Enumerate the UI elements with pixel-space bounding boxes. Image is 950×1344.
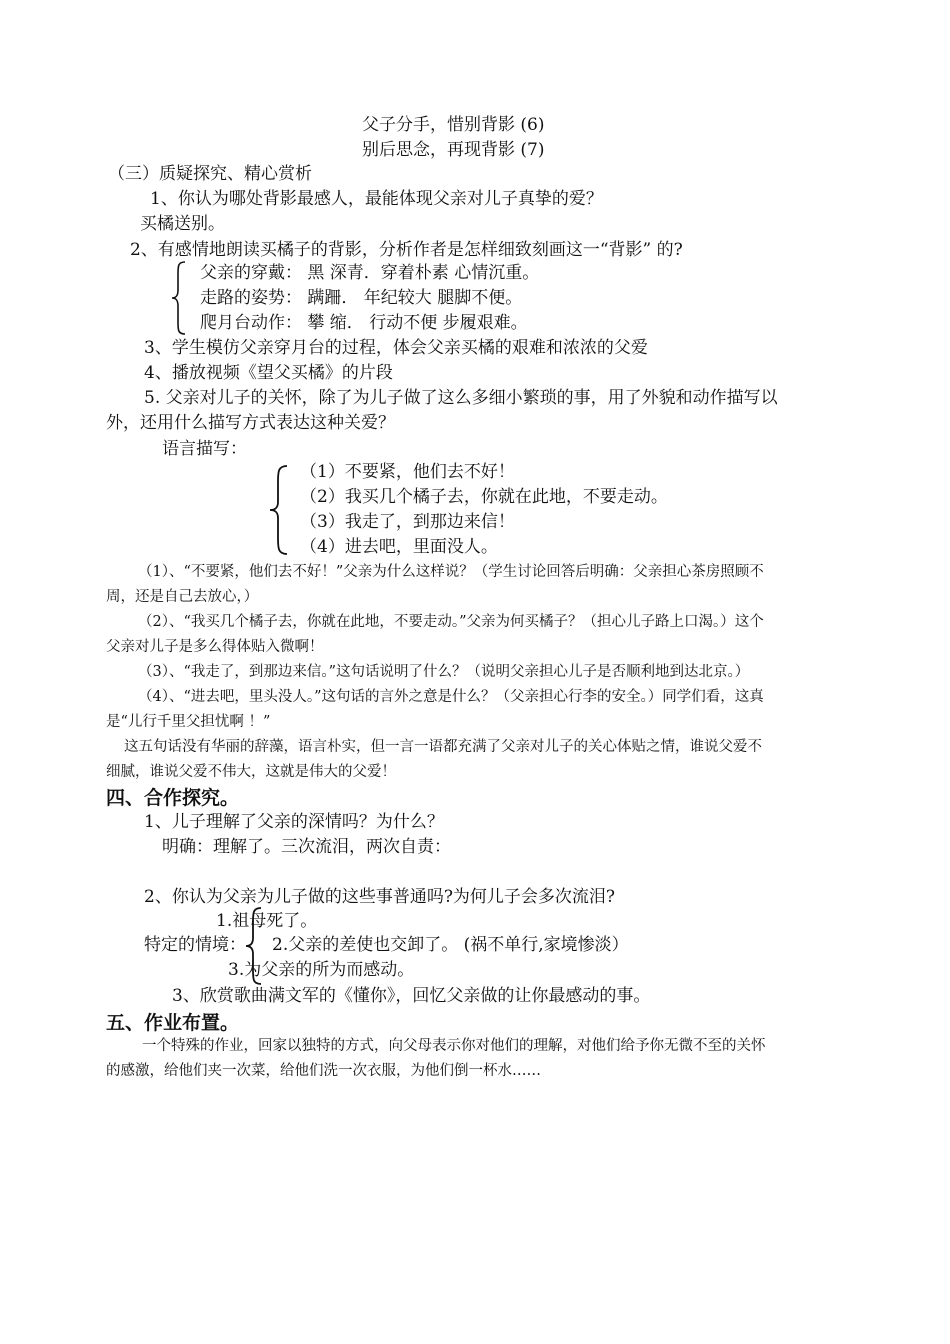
summary-line-2: 细腻，谁说父爱不伟大，这就是伟大的父爱！: [106, 764, 396, 780]
analysis-1-line-2: 周，还是自己去放心，）: [106, 589, 259, 605]
left-brace-icon: [268, 464, 290, 556]
homework-line-1: 一个特殊的作业，回家以独特的方式，向父母表示你对他们的理解，对他们给予你无微不至的关怀: [142, 1038, 766, 1054]
question-5-line-1: 5. 父亲对儿子的关怀，除了为儿子做了这么多细小繁琐的事，用了外貌和动作描写以: [144, 388, 778, 408]
situation-2: 2.父亲的差使也交卸了。 (祸不单行,家境惨淡）: [272, 935, 629, 955]
detail-walking: 走路的姿势： 蹒跚． 年纪较大 腿脚不便。: [200, 288, 523, 308]
detail-clothing: 父亲的穿戴： 黑 深青．穿着朴素 心情沉重。: [200, 263, 540, 283]
language-description-label: 语言描写：: [162, 439, 247, 459]
situation-1: 1.祖母死了。: [216, 911, 318, 931]
quote-4: （4）进去吧，里面没人。: [300, 537, 498, 557]
question-5-line-2: 外，还用什么描写方式表达这种关爱？: [106, 413, 395, 433]
quote-3: （3）我走了，到那边来信！: [300, 512, 515, 532]
question-1: 1、你认为哪处背影最感人，最能体现父亲对儿子真挚的爱？: [150, 189, 603, 209]
section-4-question-3: 3、欣赏歌曲满文军的《懂你》，回忆父亲做的让你最感动的事。: [172, 986, 651, 1006]
left-brace-icon: [170, 260, 188, 336]
analysis-2-line-2: 父亲对儿子是多么得体贴入微啊！: [106, 639, 324, 655]
section-4-question-2: 2、你认为父亲为儿子做的这些事普通吗?为何儿子会多次流泪?: [144, 887, 616, 907]
summary-line-1: 这五句话没有华丽的辞藻，语言朴实，但一言一语都充满了父亲对儿子的关心体贴之情，谁说父爱不: [124, 739, 762, 755]
homework-line-2: 的感激，给他们夹一次菜，给他们洗一次衣服，为他们倒一杯水……: [106, 1063, 541, 1079]
outline-line-6: 父子分手，惜别背影 (6): [362, 115, 545, 135]
analysis-4-line-2: 是“儿行千里父担忧啊 ！”: [106, 714, 271, 730]
analysis-4-line-1: （4）、“进去吧，里头没人。”这句话的言外之意是什么？（父亲担心行李的安全。）同学们看，这真: [138, 689, 764, 705]
quote-1: （1）不要紧，他们去不好！: [300, 462, 515, 482]
section-4-heading: 四、合作探究。: [106, 787, 240, 809]
question-2: 2、有感情地朗读买橘子的背影，分析作者是怎样细致刻画这一“背影” 的?: [130, 240, 683, 260]
analysis-1-line-1: （1）、“不要紧，他们去不好！”父亲为什么这样说？（学生讨论回答后明确：父亲担心茶房照顾不: [138, 564, 764, 580]
analysis-2-line-1: （2）、“我买几个橘子去，你就在此地，不要走动。”父亲为何买橘子？（担心儿子路上口渴。）这个: [138, 614, 764, 630]
detail-climbing: 爬月台动作： 攀 缩． 行动不便 步履艰难。: [200, 313, 528, 333]
section-4-answer-1: 明确：理解了。三次流泪，两次自责：: [162, 837, 451, 857]
section-3-heading: （三）质疑探究、精心赏析: [108, 164, 312, 184]
section-4-question-1: 1、儿子理解了父亲的深情吗？为什么？: [144, 812, 444, 832]
outline-line-7: 别后思念，再现背影 (7): [362, 140, 545, 160]
question-4: 4、播放视频《望父买橘》的片段: [144, 363, 393, 383]
quote-2: （2）我买几个橘子去，你就在此地，不要走动。: [300, 487, 668, 507]
answer-1: 买橘送别。: [140, 214, 225, 234]
analysis-3: （3）、“我走了，到那边来信。”这句话说明了什么？（说明父亲担心儿子是否顺利地到达北京。）: [138, 664, 750, 680]
section-5-heading: 五、作业布置。: [106, 1012, 240, 1034]
situation-3: 3.为父亲的所为而感动。: [228, 960, 415, 980]
situation-label: 特定的情境：: [144, 935, 246, 955]
question-3: 3、学生模仿父亲穿月台的过程，体会父亲买橘的艰难和浓浓的父爱: [144, 338, 648, 358]
